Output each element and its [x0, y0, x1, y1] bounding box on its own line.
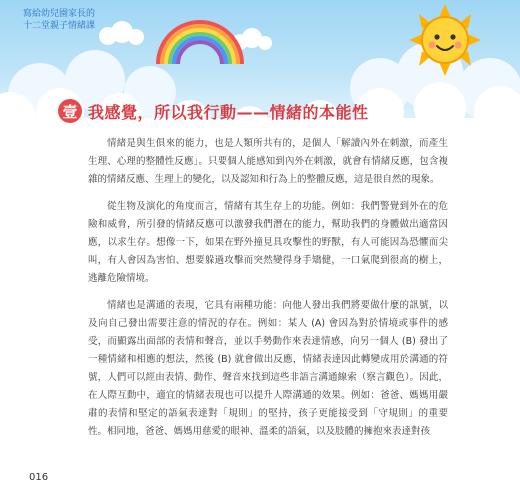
rainbow-icon — [150, 6, 250, 66]
chapter-heading — [58, 99, 369, 123]
paragraph: 從生物及演化的角度而言，情緒有其生存上的功能。例如：我們警覺到外在的危險和威脅，所引發的情緒反應可以激發我們潛在的能力，幫助我們的身體做出適當因應，以求生存。想像一下，如果在野外撞見具攻擊性的野獸，有人可能因為恐懼而尖叫，有人會因為害怕、想要躲過攻擊而突然變得身手矯健，一口氣爬到很高的樹上，逃離危險情境。 — [88, 201, 448, 284]
header-line-1: 寫給幼兒園家長的 — [22, 9, 95, 19]
chapter-title: 我感覺，所以我行動——情緒的本能性 — [88, 102, 369, 122]
body-text — [88, 135, 448, 450]
chapter-badge: 壹 — [58, 99, 82, 123]
paragraph: 情緒是與生俱來的能力，也是人類所共有的，是個人「解讀內外在刺激，而產生生理、心理的整體性反應」。只要個人能感知到內外在刺激，就會有情緒反應，包含複雜的情緒反應、生理上的變化，以及認知和行為上的整體反應，這是很自然的現象。 — [88, 138, 448, 185]
page-number: 016 — [29, 472, 49, 483]
header-line-2: 十二堂親子情緒課 — [22, 21, 95, 31]
book-header — [0, 8, 118, 32]
sun-icon — [395, 4, 495, 76]
paragraph: 情緒也是溝通的表現，它具有兩種功能：向他人發出我們將要做什麼的訊號，以及向自己發出需要注意的情況的存在。例如：某人 (A) 會因為對於情境或事件的感受，而顯露出面部的表情和聲音，並以手勢動作來表達情感，向另一個人 (B) 發出了一種情緒和相應的想法，然後 (B) 就會做出反應，情緒表達因此轉變成用於溝通的符號，人們可以經由表情、動作、聲音來找到這些非語言溝通線索（察言觀色）。因此，在人際互動中，適宜的情緒表現也可以提升人際溝通的效果。例如：爸爸、媽媽用嚴肅的表情和堅定的語氣表達對「規則」的堅持，孩子更能接受到「守規則」的重要性。相同地，爸爸、媽媽用慈愛的眼神、溫柔的語氣，以及肢體的擁抱來表達對孩 — [88, 300, 448, 437]
